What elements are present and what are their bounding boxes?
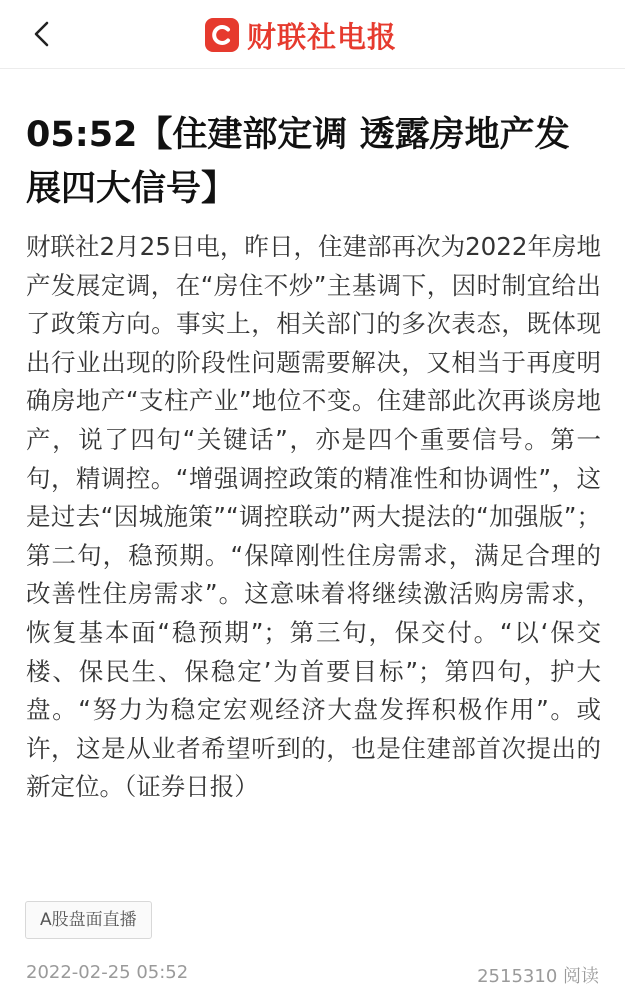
- read-count: 2515310 阅读: [477, 966, 599, 987]
- publish-date: 2022-02-25 05:52: [26, 962, 189, 983]
- logo-text: [247, 15, 397, 56]
- logo-mark: [205, 18, 239, 52]
- logo-text-part2: 电报: [337, 19, 398, 54]
- c-logo-icon: [210, 23, 234, 47]
- top-bar: [0, 0, 625, 69]
- article-title: 05:52【住建部定调 透露房地产发展四大信号】: [26, 115, 570, 209]
- chevron-left-icon: [32, 20, 52, 48]
- logo-text-part1: 财联社: [247, 19, 338, 54]
- article-body: 财联社2月25日电，昨日，住建部再次为2022年房地产发展定调，在“房住不炒”主基调下，因时制宜给出了政策方向。事实上，相关部门的多次表态，既体现出行业出现的阶段性问题需要解决，又相当于再度明确房地产“支柱产业”地位不变。住建部此次再谈房地产，说了四句“关键话”，亦是四个重要信号。第一句，精调控。“增强调控政策的精准性和协调性”，这是过去“因城施策”“调控联动”两大提法的“加强版”；第二句，稳预期。“保障刚性住房需求，满足合理的改善性住房需求”。这意味着将继续激活购房需求，恢复基本面“稳预期”；第三句，保交付。“以‘保交楼、保民生、保稳定’为首要目标”；第四句，护大盘。“努力为稳定宏观经济大盘发挥积极作用”。或许，这是从业者希望听到的，也是住建部首次提出的新定位。（证券日报）: [26, 232, 601, 802]
- app-logo: [205, 15, 397, 55]
- topic-tag[interactable]: A股盘面直播: [25, 901, 152, 939]
- back-button[interactable]: [22, 14, 62, 54]
